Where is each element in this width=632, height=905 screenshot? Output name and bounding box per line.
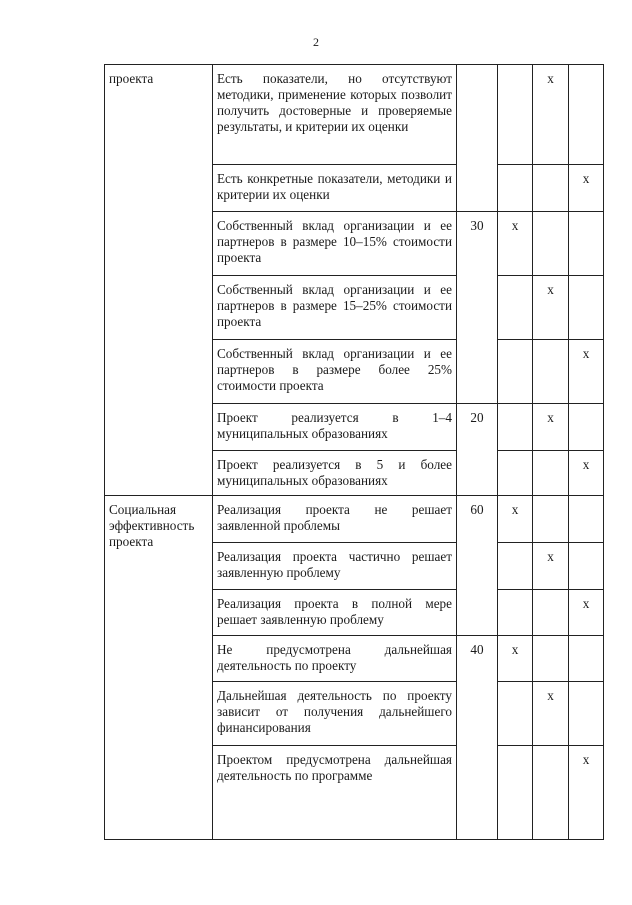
mark-cell <box>533 590 569 636</box>
mark-cell <box>533 340 569 404</box>
mark-cell <box>569 496 604 543</box>
mark-cell <box>533 636 569 682</box>
mark-cell: x <box>533 65 569 165</box>
mark-cell <box>569 543 604 590</box>
mark-cell <box>569 212 604 276</box>
description-cell: Есть показатели, но отсутствуют методики, применение которых позволит получить достоверные и проверяемые результаты, и критерии их оценки <box>213 65 457 165</box>
description-cell: Проект реализуется в 1–4 муниципальных образованиях <box>213 404 457 451</box>
mark-cell <box>498 682 533 746</box>
weight-cell <box>457 65 498 212</box>
mark-cell: x <box>569 165 604 212</box>
mark-cell <box>498 276 533 340</box>
table-row <box>105 65 604 165</box>
mark-cell: x <box>533 404 569 451</box>
mark-cell: x <box>498 636 533 682</box>
mark-cell <box>569 636 604 682</box>
mark-cell: x <box>533 276 569 340</box>
description-cell: Собственный вклад организации и ее партнеров в размере 10–15% стоимости проекта <box>213 212 457 276</box>
mark-cell: x <box>569 746 604 840</box>
description-cell: Реализация проекта не решает заявленной проблемы <box>213 496 457 543</box>
mark-cell <box>498 404 533 451</box>
mark-cell <box>498 65 533 165</box>
mark-cell: x <box>569 451 604 496</box>
description-cell: Дальнейшая деятельность по проекту зависит от получения дальнейшего финансирования <box>213 682 457 746</box>
evaluation-criteria-table <box>104 64 604 840</box>
mark-cell: x <box>498 212 533 276</box>
description-cell: Проект реализуется в 5 и более муниципальных образованиях <box>213 451 457 496</box>
mark-cell <box>498 451 533 496</box>
criterion-cell: проекта <box>105 65 213 496</box>
mark-cell: x <box>569 590 604 636</box>
mark-cell <box>533 746 569 840</box>
description-cell: Реализация проекта в полной мере решает заявленную проблему <box>213 590 457 636</box>
mark-cell <box>533 496 569 543</box>
weight-cell: 20 <box>457 404 498 496</box>
mark-cell: x <box>533 543 569 590</box>
mark-cell: x <box>533 682 569 746</box>
mark-cell <box>498 340 533 404</box>
mark-cell <box>569 65 604 165</box>
description-cell: Проектом предусмотрена дальнейшая деятельность по программе <box>213 746 457 840</box>
page-number: 2 <box>313 35 319 49</box>
mark-cell <box>498 590 533 636</box>
criterion-cell: Социальная эффективность проекта <box>105 496 213 840</box>
weight-cell: 60 <box>457 496 498 636</box>
mark-cell <box>569 682 604 746</box>
mark-cell <box>498 165 533 212</box>
description-cell: Собственный вклад организации и ее партнеров в размере более 25% стоимости проекта <box>213 340 457 404</box>
description-cell: Собственный вклад организации и ее партнеров в размере 15–25% стоимости проекта <box>213 276 457 340</box>
table-row <box>105 496 604 543</box>
mark-cell <box>533 165 569 212</box>
mark-cell: x <box>569 340 604 404</box>
mark-cell: x <box>498 496 533 543</box>
description-cell: Не предусмотрена дальнейшая деятельность по проекту <box>213 636 457 682</box>
weight-cell: 30 <box>457 212 498 404</box>
mark-cell <box>533 212 569 276</box>
mark-cell <box>533 451 569 496</box>
mark-cell <box>569 404 604 451</box>
mark-cell <box>498 543 533 590</box>
mark-cell <box>498 746 533 840</box>
mark-cell <box>569 276 604 340</box>
description-cell: Реализация проекта частично решает заявленную проблему <box>213 543 457 590</box>
weight-cell: 40 <box>457 636 498 840</box>
description-cell: Есть конкретные показатели, методики и критерии их оценки <box>213 165 457 212</box>
